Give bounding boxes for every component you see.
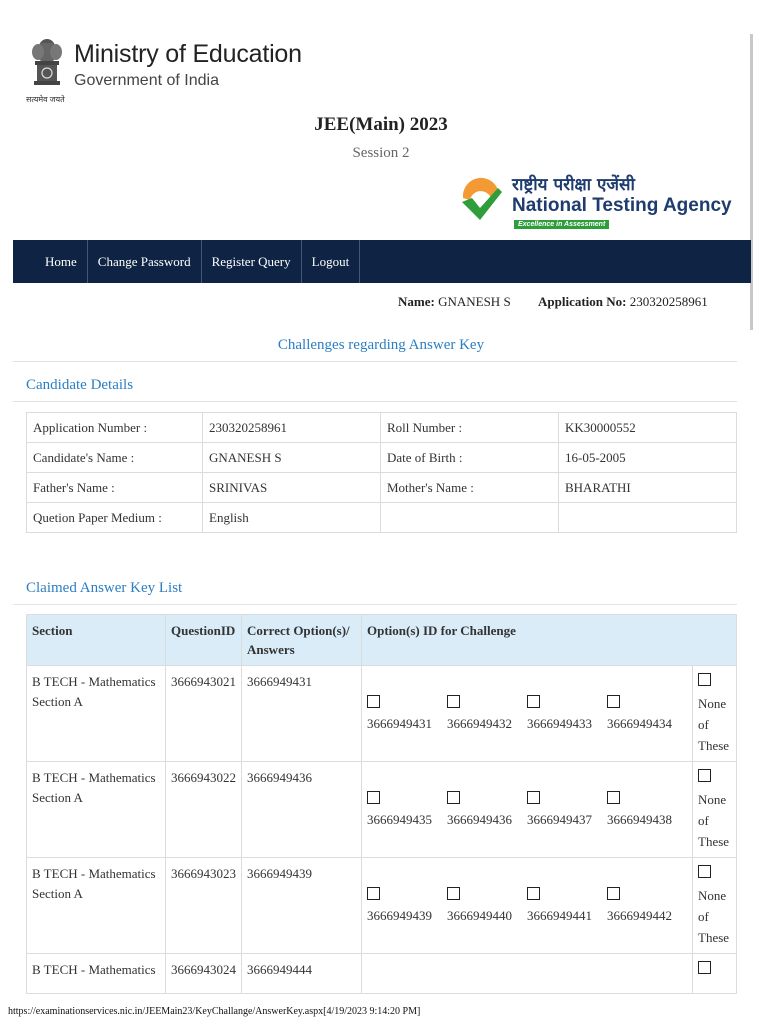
option-checkbox[interactable] [527,887,540,900]
none-label: None [698,888,727,903]
challenge-option [527,886,607,925]
application-no-label: Application No: [538,294,627,309]
page-scrollbar[interactable] [750,34,753,330]
challenge-option [607,790,687,829]
challenge-option [447,790,527,829]
challenge-option [527,790,607,829]
option-id: 3666949432 [447,716,512,731]
page-title: Challenges regarding Answer Key [277,337,485,353]
none-label: These [698,738,730,753]
table-row [27,473,737,503]
column-header-options: Option(s) ID for Challenge [362,615,737,666]
footer-url: https://examinationservices.nic.in/JEEMain23/KeyChallange/AnswerKey.aspx[4/19/2023 9:14:20 PM] [8,1006,421,1017]
table-cell: Candidate's Name : [27,443,203,473]
option-checkbox[interactable] [527,695,540,708]
table-cell: Mother's Name : [381,473,559,503]
section-cell: B TECH - Mathematics [27,954,166,994]
correct-answer-cell: 3666949439 [242,858,362,954]
option-id: 3666949431 [367,716,432,731]
table-cell: 230320258961 [203,413,381,443]
option-id: 3666949433 [527,716,592,731]
section-cell: B TECH - Mathematics Section A [27,858,166,954]
table-cell: KK30000552 [559,413,737,443]
nta-check-icon [458,176,504,222]
option-checkbox[interactable] [367,887,380,900]
user-name-info [398,294,511,310]
table-row [27,762,737,858]
column-header-question-id: QuestionID [166,615,242,666]
challenge-option [367,886,447,925]
option-id: 3666949437 [527,812,592,827]
challenge-option [447,694,527,733]
challenge-option [447,886,527,925]
table-cell: SRINIVAS [203,473,381,503]
table-cell: Date of Birth : [381,443,559,473]
emblem-motto: सत्यमेव जयते [26,95,65,104]
options-cell [362,666,693,762]
challenge-option [367,790,447,829]
option-id: 3666949435 [367,812,432,827]
divider [13,401,737,402]
table-row [27,858,737,954]
question-id-cell: 3666943021 [166,666,242,762]
option-id: 3666949442 [607,908,672,923]
candidate-details-title: Candidate Details [26,377,134,393]
section-cell: B TECH - Mathematics Section A [27,762,166,858]
option-checkbox[interactable] [447,695,460,708]
nta-hindi-name: राष्ट्रीय परीक्षा एजेंसी [512,175,635,195]
nav-logout[interactable]: Logout [302,240,361,283]
none-label: None [698,696,727,711]
nta-name: National Testing Agency [512,195,732,216]
none-label: of [698,717,709,732]
table-cell: GNANESH S [203,443,381,473]
table-header-row [27,615,737,666]
session-label: Session 2 [352,145,410,161]
option-id: 3666949436 [447,812,512,827]
none-of-these-checkbox[interactable] [698,673,711,686]
none-of-these-cell [693,858,737,954]
table-row [27,666,737,762]
table-cell [381,503,559,533]
table-row [27,443,737,473]
column-header-section: Section [27,615,166,666]
question-id-cell: 3666943023 [166,858,242,954]
option-id: 3666949440 [447,908,512,923]
nav-register-query[interactable]: Register Query [202,240,302,283]
option-id: 3666949434 [607,716,672,731]
option-checkbox[interactable] [367,695,380,708]
candidate-details-table [26,412,737,533]
challenge-option [607,694,687,733]
table-cell: English [203,503,381,533]
table-cell: Application Number : [27,413,203,443]
table-row [27,954,737,994]
challenge-option [527,694,607,733]
application-no-info [538,294,708,310]
name-label: Name: [398,294,435,309]
nta-tagline: Excellence in Assessment [514,220,609,229]
divider [13,361,737,362]
option-id: 3666949439 [367,908,432,923]
none-label: of [698,909,709,924]
option-checkbox[interactable] [447,887,460,900]
table-row [27,413,737,443]
option-checkbox[interactable] [447,791,460,804]
option-checkbox[interactable] [527,791,540,804]
table-row [27,503,737,533]
claimed-answer-key-table [26,614,737,994]
none-label: These [698,834,730,849]
challenge-option [367,694,447,733]
correct-answer-cell: 3666949431 [242,666,362,762]
challenge-option [607,886,687,925]
option-id: 3666949441 [527,908,592,923]
none-label: of [698,813,709,828]
user-name: GNANESH S [438,294,511,309]
none-label: None [698,792,727,807]
main-navbar [13,240,751,283]
table-cell: Roll Number : [381,413,559,443]
nav-home[interactable]: Home [13,240,88,283]
nav-change-password[interactable]: Change Password [88,240,202,283]
none-of-these-cell [693,762,737,858]
table-cell: Quetion Paper Medium : [27,503,203,533]
option-checkbox[interactable] [607,695,620,708]
claimed-answer-key-title: Claimed Answer Key List [26,580,183,596]
correct-answer-cell: 3666949436 [242,762,362,858]
options-cell [362,858,693,954]
section-cell: B TECH - Mathematics Section A [27,666,166,762]
column-header-correct: Correct Option(s)/ Answers [242,615,362,666]
application-no: 230320258961 [629,294,708,309]
ministry-subtitle: Government of India [74,72,219,89]
question-id-cell: 3666943024 [166,954,242,994]
option-checkbox[interactable] [367,791,380,804]
nta-logo [458,172,740,234]
question-id-cell: 3666943022 [166,762,242,858]
table-cell: 16-05-2005 [559,443,737,473]
exam-title: JEE(Main) 2023 [314,114,448,135]
none-of-these-checkbox[interactable] [698,865,711,878]
table-cell: BHARATHI [559,473,737,503]
table-cell [559,503,737,533]
divider [13,604,737,605]
option-id: 3666949438 [607,812,672,827]
option-checkbox[interactable] [607,791,620,804]
table-cell: Father's Name : [27,473,203,503]
options-cell [362,954,693,994]
none-of-these-checkbox[interactable] [698,961,711,974]
option-checkbox[interactable] [607,887,620,900]
correct-answer-cell: 3666949444 [242,954,362,994]
none-of-these-cell [693,666,737,762]
options-cell [362,762,693,858]
none-of-these-cell [693,954,737,994]
ministry-title: Ministry of Education [74,40,302,68]
none-label: These [698,930,730,945]
none-of-these-checkbox[interactable] [698,769,711,782]
